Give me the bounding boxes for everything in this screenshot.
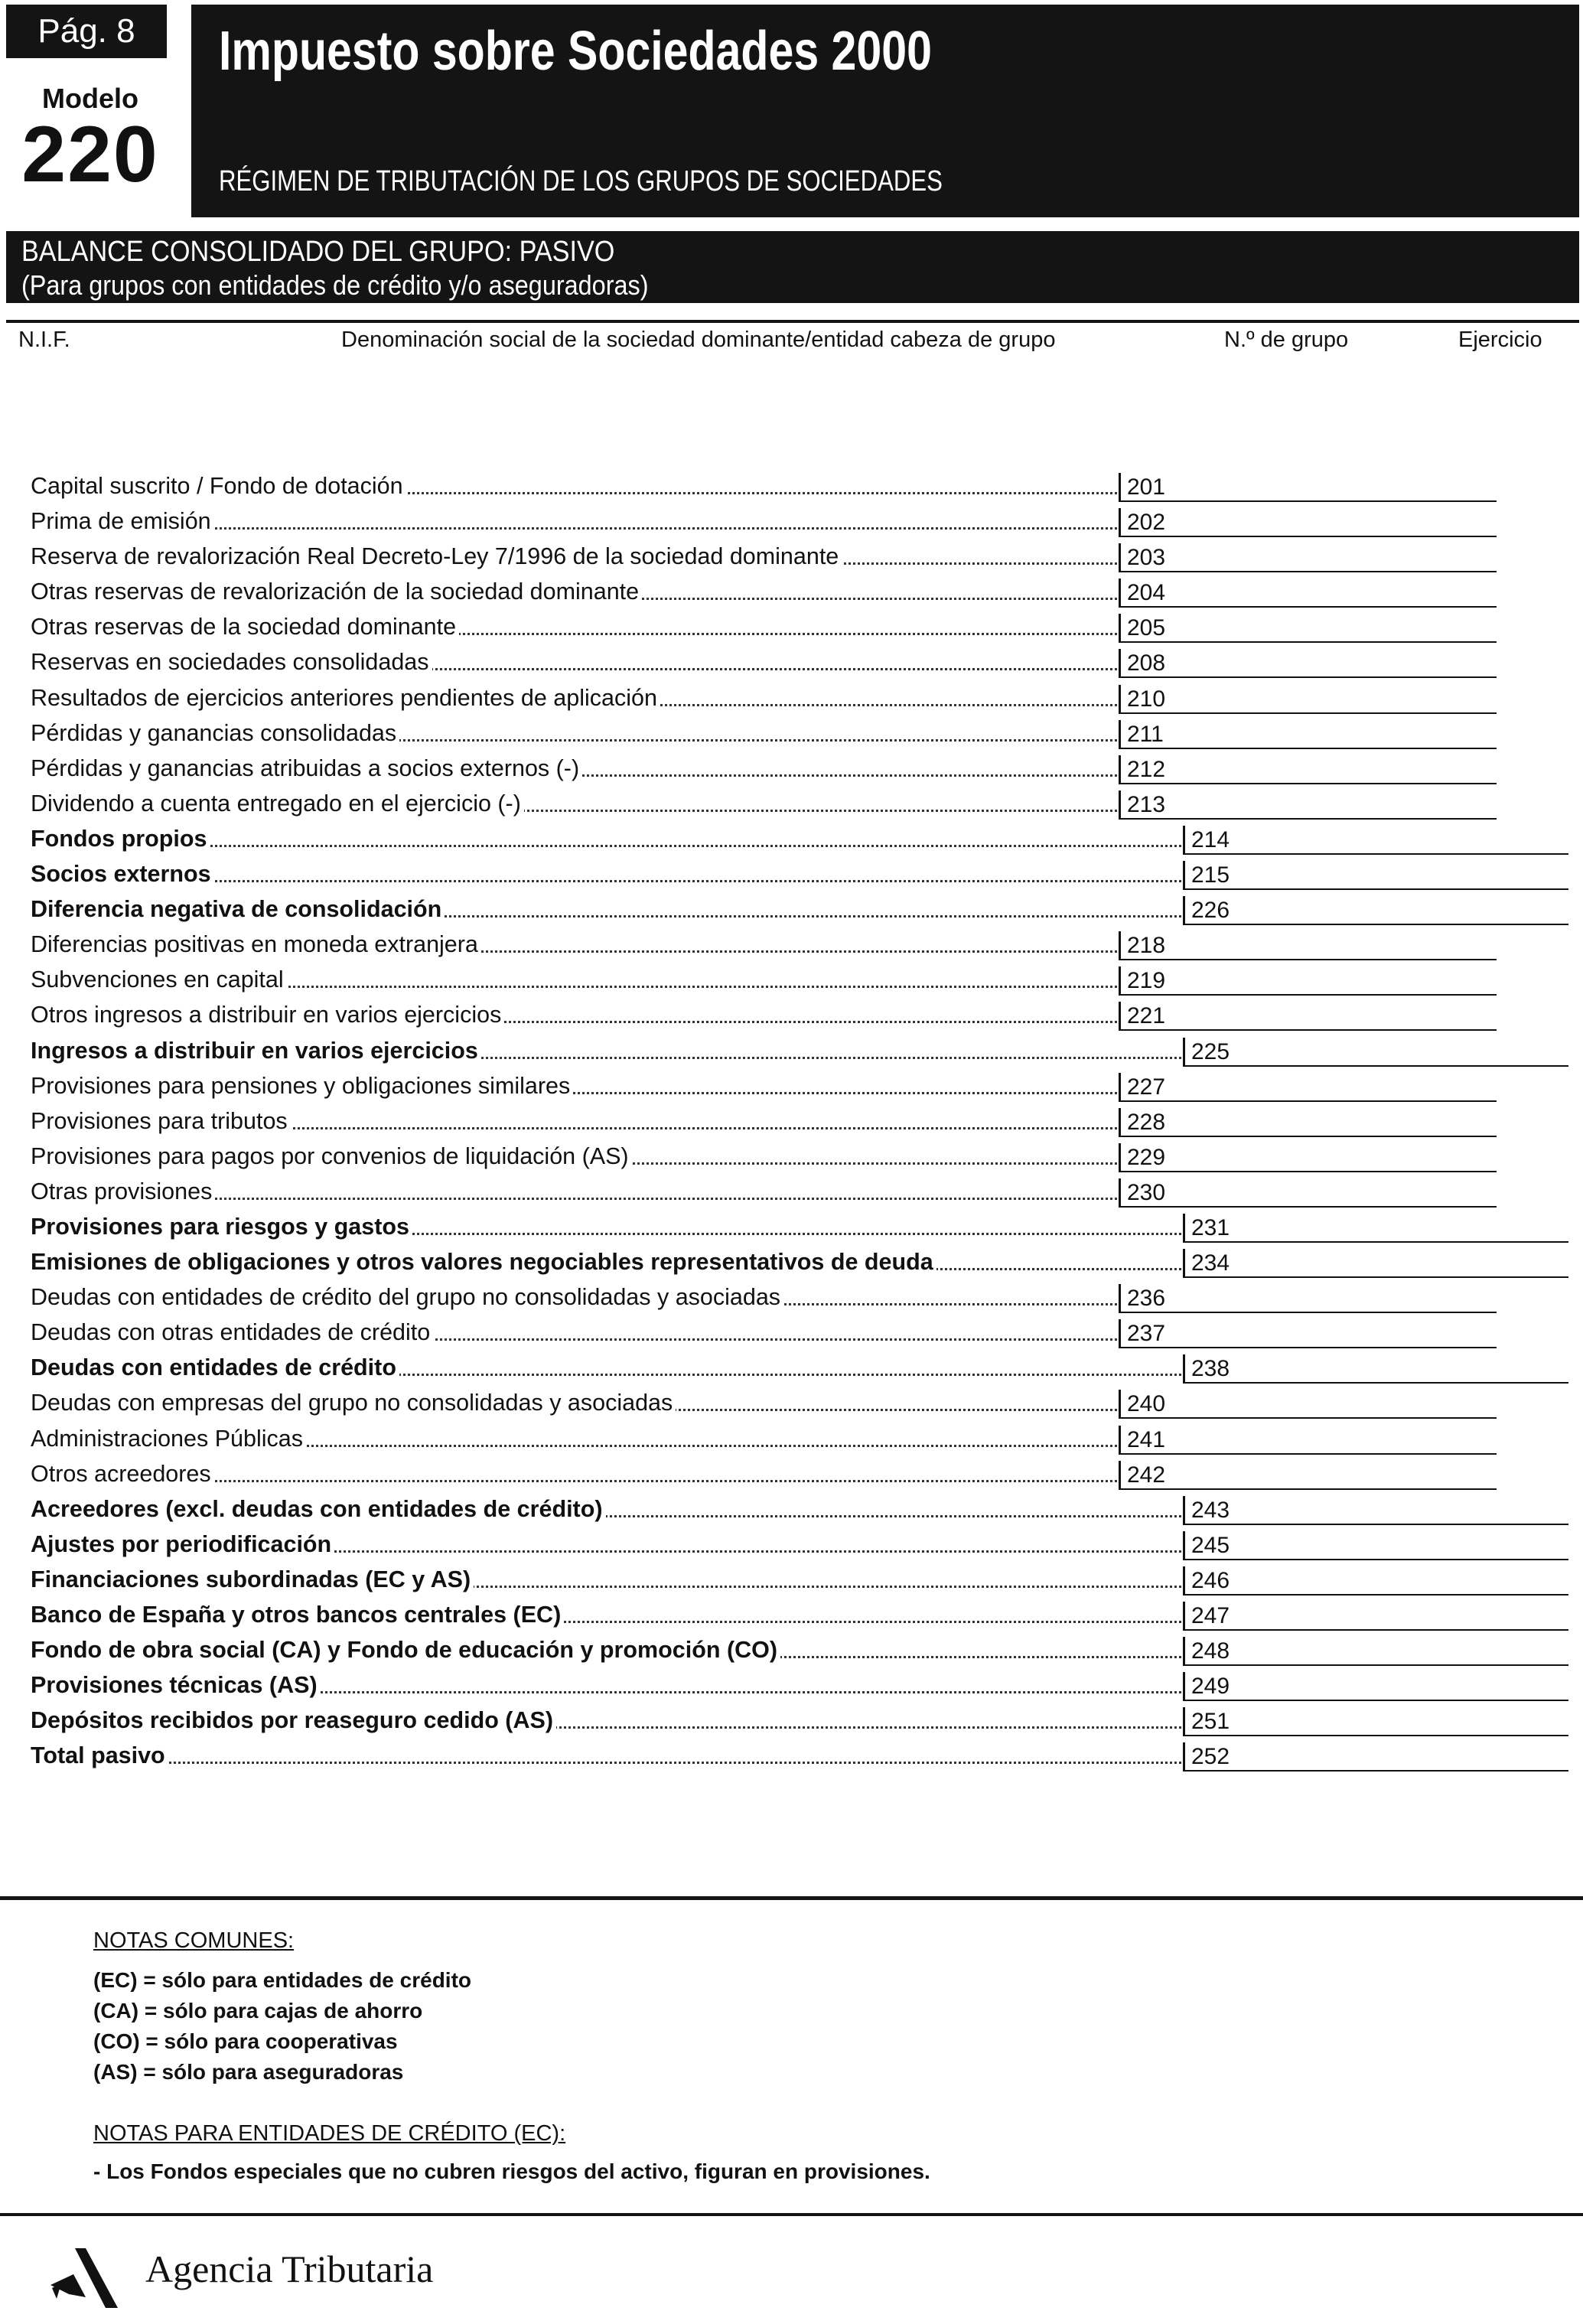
amount-field[interactable] xyxy=(1119,962,1497,997)
balance-row xyxy=(31,1421,1568,1456)
row-label: Reservas en sociedades consolidadas xyxy=(31,649,432,675)
amount-field[interactable] xyxy=(1119,751,1497,786)
notes-top-rule xyxy=(0,1896,1583,1900)
row-label-area xyxy=(31,609,1117,644)
box-code: 214 xyxy=(1183,826,1230,853)
balance-row xyxy=(31,751,1568,786)
balance-row xyxy=(31,1209,1568,1244)
box-code: 248 xyxy=(1183,1637,1230,1664)
amount-field[interactable] xyxy=(1183,856,1568,891)
field-underline xyxy=(1183,1559,1568,1560)
row-label-area xyxy=(31,856,1181,891)
amount-field[interactable] xyxy=(1119,1279,1497,1315)
row-label: Total pasivo xyxy=(31,1742,168,1768)
row-label: Emisiones de obligaciones y otros valores negociables representativos de deuda xyxy=(31,1249,936,1275)
modelo-number: 220 xyxy=(21,110,159,199)
agency-name: Agencia Tributaria xyxy=(145,2247,434,2290)
box-code: 226 xyxy=(1183,896,1230,924)
row-label-area xyxy=(31,1174,1117,1209)
box-code: 229 xyxy=(1119,1143,1165,1171)
row-label-area xyxy=(31,1527,1181,1562)
box-code: 212 xyxy=(1119,755,1165,783)
row-label: Subvenciones en capital xyxy=(31,966,287,993)
box-code: 221 xyxy=(1119,1002,1165,1029)
row-label: Otras provisiones xyxy=(31,1178,215,1204)
row-label-area xyxy=(31,891,1181,927)
amount-field[interactable] xyxy=(1183,1209,1568,1244)
balance-row xyxy=(31,715,1568,751)
form-subtitle: RÉGIMEN DE TRIBUTACIÓN DE LOS GRUPOS DE SOCIEDADES xyxy=(219,165,943,197)
amount-field[interactable] xyxy=(1119,680,1497,715)
balance-row xyxy=(31,539,1568,574)
box-code: 238 xyxy=(1183,1354,1230,1382)
balance-row xyxy=(31,1103,1568,1139)
amount-field[interactable] xyxy=(1183,1562,1568,1597)
form-title: Impuesto sobre Sociedades 2000 xyxy=(219,21,932,82)
row-label: Administraciones Públicas xyxy=(31,1426,306,1452)
dot-leader xyxy=(31,1762,1181,1764)
amount-field[interactable] xyxy=(1183,821,1568,856)
ejercicio-label: Ejercicio xyxy=(1458,328,1542,352)
balance-row xyxy=(31,1562,1568,1597)
box-code: 243 xyxy=(1183,1496,1230,1524)
row-label: Socios externos xyxy=(31,861,214,887)
balance-row xyxy=(31,856,1568,891)
row-label: Fondos propios xyxy=(31,826,210,852)
balance-row xyxy=(31,1315,1568,1350)
box-code: 230 xyxy=(1119,1178,1165,1206)
row-label-area xyxy=(31,539,1117,574)
field-underline xyxy=(1119,994,1497,996)
box-code: 215 xyxy=(1183,861,1230,888)
row-label-area xyxy=(31,1244,1181,1279)
row-label-area xyxy=(31,1456,1117,1491)
field-underline xyxy=(1183,1524,1568,1525)
row-label-area xyxy=(31,1597,1181,1632)
amount-field[interactable] xyxy=(1183,1033,1568,1068)
row-label: Otras reservas de revalorización de la sociedad dominante xyxy=(31,579,642,605)
amount-field[interactable] xyxy=(1119,1421,1497,1456)
row-label: Resultados de ejercicios anteriores pendientes de aplicación xyxy=(31,685,660,711)
box-code: 201 xyxy=(1119,473,1165,500)
box-code: 236 xyxy=(1119,1284,1165,1312)
balance-row xyxy=(31,1174,1568,1209)
row-label-area xyxy=(31,1385,1117,1420)
modelo-label: Modelo xyxy=(42,83,138,114)
row-label-area xyxy=(31,715,1117,751)
balance-row xyxy=(31,1244,1568,1279)
common-note-ca: (CA) = sólo para cajas de ahorro xyxy=(93,1999,423,2022)
box-code: 245 xyxy=(1183,1531,1230,1559)
grupo-label: N.º de grupo xyxy=(1224,328,1349,352)
row-label: Provisiones para pagos por convenios de liquidación (AS) xyxy=(31,1143,632,1169)
amount-field[interactable] xyxy=(1119,1103,1497,1139)
field-underline xyxy=(1183,888,1568,890)
box-code: 228 xyxy=(1119,1108,1165,1136)
amount-field[interactable] xyxy=(1119,539,1497,574)
common-note-as: (AS) = sólo para aseguradoras xyxy=(93,2060,404,2084)
box-code: 210 xyxy=(1119,685,1165,712)
field-underline xyxy=(1183,1241,1568,1243)
balance-row xyxy=(31,927,1568,962)
row-label: Deudas con entidades de crédito del grupo no consolidadas y asociadas xyxy=(31,1284,783,1310)
row-label: Fondo de obra social (CA) y Fondo de educación y promoción (CO) xyxy=(31,1637,780,1663)
balance-row xyxy=(31,1527,1568,1562)
amount-field[interactable] xyxy=(1119,1174,1497,1209)
field-underline xyxy=(1119,1417,1497,1419)
row-label-area xyxy=(31,504,1117,539)
amount-field[interactable] xyxy=(1119,1456,1497,1491)
balance-row xyxy=(31,468,1568,504)
row-label-area xyxy=(31,1068,1117,1103)
row-label-area xyxy=(31,1632,1181,1667)
amount-field[interactable] xyxy=(1119,609,1497,644)
box-code: 241 xyxy=(1119,1426,1165,1453)
box-code: 247 xyxy=(1183,1602,1230,1629)
box-code: 231 xyxy=(1183,1214,1230,1241)
row-label-area xyxy=(31,751,1117,786)
box-code: 242 xyxy=(1119,1461,1165,1488)
row-label-area xyxy=(31,574,1117,609)
field-underline xyxy=(1183,1735,1568,1736)
box-code: 211 xyxy=(1119,720,1164,748)
amount-field[interactable] xyxy=(1119,1139,1497,1174)
row-label: Otros ingresos a distribuir en varios ejercicios xyxy=(31,1002,504,1028)
row-label: Banco de España y otros bancos centrales (EC) xyxy=(31,1602,564,1628)
balance-row xyxy=(31,644,1568,680)
box-code: 251 xyxy=(1183,1707,1230,1735)
box-code: 218 xyxy=(1119,931,1165,959)
page-number: Pág. 8 xyxy=(6,5,167,58)
box-code: 252 xyxy=(1183,1742,1230,1770)
balance-row xyxy=(31,786,1568,821)
amount-field[interactable] xyxy=(1119,997,1497,1032)
row-label: Deudas con empresas del grupo no consolidadas y asociadas xyxy=(31,1390,676,1416)
field-underline xyxy=(1119,1029,1497,1031)
balance-row xyxy=(31,891,1568,927)
field-underline xyxy=(1119,1347,1497,1348)
field-underline xyxy=(1119,606,1497,608)
balance-row xyxy=(31,1667,1568,1703)
balance-rows xyxy=(31,468,1568,1773)
denominacion-label: Denominación social de la sociedad dominante/entidad cabeza de grupo xyxy=(341,328,1056,352)
row-label: Provisiones técnicas (AS) xyxy=(31,1672,321,1698)
field-underline xyxy=(1183,1664,1568,1666)
row-label: Pérdidas y ganancias consolidadas xyxy=(31,720,399,746)
row-label: Prima de emisión xyxy=(31,508,214,534)
balance-row xyxy=(31,1279,1568,1315)
box-code: 213 xyxy=(1119,790,1165,818)
ec-notes-title: NOTAS PARA ENTIDADES DE CRÉDITO (EC): xyxy=(93,2121,566,2146)
amount-field[interactable] xyxy=(1119,468,1497,504)
row-label: Provisiones para riesgos y gastos xyxy=(31,1214,412,1240)
box-code: 234 xyxy=(1183,1249,1230,1276)
field-underline xyxy=(1119,1136,1497,1137)
amount-field[interactable] xyxy=(1183,1597,1568,1632)
box-code: 202 xyxy=(1119,508,1165,536)
row-label-area xyxy=(31,680,1117,715)
box-code: 205 xyxy=(1119,614,1165,641)
balance-row xyxy=(31,574,1568,609)
amount-field[interactable] xyxy=(1183,891,1568,927)
balance-row xyxy=(31,609,1568,644)
balance-row xyxy=(31,1139,1568,1174)
row-label: Diferencia negativa de consolidación xyxy=(31,896,445,922)
balance-row xyxy=(31,1350,1568,1385)
nif-label: N.I.F. xyxy=(18,328,70,352)
balance-row xyxy=(31,1491,1568,1527)
field-underline xyxy=(1119,1453,1497,1455)
amount-field[interactable] xyxy=(1183,1350,1568,1385)
row-label-area xyxy=(31,1103,1117,1139)
amount-field[interactable] xyxy=(1119,1068,1497,1103)
field-underline xyxy=(1119,818,1497,820)
amount-field[interactable] xyxy=(1183,1738,1568,1773)
field-underline xyxy=(1183,924,1568,925)
field-underline xyxy=(1183,1276,1568,1278)
field-underline xyxy=(1183,853,1568,855)
balance-row xyxy=(31,1068,1568,1103)
field-underline xyxy=(1119,676,1497,678)
row-label: Deudas con otras entidades de crédito xyxy=(31,1319,433,1345)
box-code: 204 xyxy=(1119,579,1165,606)
field-underline xyxy=(1119,1171,1497,1172)
row-label: Dividendo a cuenta entregado en el ejercicio (-) xyxy=(31,790,524,816)
amount-field[interactable] xyxy=(1119,574,1497,609)
field-underline xyxy=(1119,959,1497,960)
row-label-area xyxy=(31,1139,1117,1174)
row-label-area xyxy=(31,1491,1181,1527)
row-label-area xyxy=(31,962,1117,997)
row-label: Deudas con entidades de crédito xyxy=(31,1354,399,1380)
balance-row xyxy=(31,680,1568,715)
field-underline xyxy=(1183,1700,1568,1701)
amount-field[interactable] xyxy=(1183,1703,1568,1738)
field-underline xyxy=(1183,1065,1568,1067)
box-code: 249 xyxy=(1183,1672,1230,1700)
field-underline xyxy=(1183,1770,1568,1772)
row-label-area xyxy=(31,1421,1117,1456)
box-code: 208 xyxy=(1119,649,1165,676)
amount-field[interactable] xyxy=(1119,927,1497,962)
title-banner xyxy=(191,5,1579,217)
box-code: 227 xyxy=(1119,1073,1165,1100)
box-code: 219 xyxy=(1119,966,1165,994)
field-underline xyxy=(1119,1312,1497,1313)
row-label: Otros acreedores xyxy=(31,1461,214,1487)
common-notes-title: NOTAS COMUNES: xyxy=(93,1928,295,1953)
balance-row xyxy=(31,1703,1568,1738)
amount-field[interactable] xyxy=(1119,644,1497,680)
common-note-ec: (EC) = sólo para entidades de crédito xyxy=(93,1968,472,1992)
balance-row xyxy=(31,1597,1568,1632)
field-underline xyxy=(1119,1206,1497,1208)
row-label-area xyxy=(31,1279,1117,1315)
box-code: 203 xyxy=(1119,543,1165,571)
row-label-area xyxy=(31,468,1117,504)
section-subtitle: (Para grupos con entidades de crédito y/o aseguradoras) xyxy=(21,269,649,301)
row-label-area xyxy=(31,1562,1181,1597)
field-underline xyxy=(1119,748,1497,749)
notes-bottom-rule xyxy=(0,2213,1583,2216)
row-label-area xyxy=(31,1667,1181,1703)
field-underline xyxy=(1119,712,1497,714)
field-underline xyxy=(1183,1594,1568,1596)
row-label: Pérdidas y ganancias atribuidas a socios externos (-) xyxy=(31,755,582,781)
row-label: Reserva de revalorización Real Decreto-Ley 7/1996 de la sociedad dominante xyxy=(31,543,842,569)
balance-row xyxy=(31,1738,1568,1773)
identification-rule xyxy=(6,320,1579,323)
amount-field[interactable] xyxy=(1119,1315,1497,1350)
row-label-area xyxy=(31,1703,1181,1738)
amount-field[interactable] xyxy=(1119,504,1497,539)
row-label-area xyxy=(31,786,1117,821)
row-label: Otras reservas de la sociedad dominante xyxy=(31,614,459,640)
amount-field[interactable] xyxy=(1119,1385,1497,1420)
row-label-area xyxy=(31,1738,1181,1773)
section-title: BALANCE CONSOLIDADO DEL GRUPO: PASIVO xyxy=(21,236,615,268)
row-label-area xyxy=(31,1350,1181,1385)
row-label-area xyxy=(31,1315,1117,1350)
amount-field[interactable] xyxy=(1183,1527,1568,1562)
balance-row xyxy=(31,997,1568,1032)
field-underline xyxy=(1119,1488,1497,1490)
box-code: 225 xyxy=(1183,1038,1230,1065)
row-label: Ajustes por periodificación xyxy=(31,1531,334,1557)
common-note-co: (CO) = sólo para cooperativas xyxy=(93,2029,398,2053)
balance-row xyxy=(31,504,1568,539)
field-underline xyxy=(1119,1100,1497,1102)
row-label-area xyxy=(31,821,1181,856)
section-banner xyxy=(6,231,1579,303)
box-code: 237 xyxy=(1119,1319,1165,1347)
amount-field[interactable] xyxy=(1119,786,1497,821)
amount-field[interactable] xyxy=(1119,715,1497,751)
row-label: Diferencias positivas en moneda extranjera xyxy=(31,931,481,957)
row-label-area xyxy=(31,997,1117,1032)
row-label: Acreedores (excl. deudas con entidades de crédito) xyxy=(31,1496,606,1522)
row-label-area xyxy=(31,927,1117,962)
row-label-area xyxy=(31,644,1117,680)
row-label: Capital suscrito / Fondo de dotación xyxy=(31,473,406,499)
row-label: Provisiones para pensiones y obligaciones similares xyxy=(31,1073,573,1099)
balance-row xyxy=(31,1632,1568,1667)
row-label: Ingresos a distribuir en varios ejercicios xyxy=(31,1038,481,1064)
balance-row xyxy=(31,962,1568,997)
row-label: Depósitos recibidos por reaseguro cedido (AS) xyxy=(31,1707,556,1733)
row-label: Financiaciones subordinadas (EC y AS) xyxy=(31,1566,474,1592)
ec-note-text: - Los Fondos especiales que no cubren riesgos del activo, figuran en provisiones. xyxy=(93,2159,930,2183)
field-underline xyxy=(1119,783,1497,784)
box-code: 240 xyxy=(1119,1390,1165,1417)
agencia-tributaria-logo-icon xyxy=(46,2238,122,2314)
balance-row xyxy=(31,1033,1568,1068)
balance-row xyxy=(31,1456,1568,1491)
amount-field[interactable] xyxy=(1183,1632,1568,1667)
balance-row xyxy=(31,821,1568,856)
field-underline xyxy=(1119,536,1497,537)
field-underline xyxy=(1183,1382,1568,1384)
box-code: 246 xyxy=(1183,1566,1230,1594)
row-label: Provisiones para tributos xyxy=(31,1108,291,1134)
amount-field[interactable] xyxy=(1183,1491,1568,1527)
field-underline xyxy=(1119,641,1497,643)
balance-row xyxy=(31,1385,1568,1420)
row-label-area xyxy=(31,1033,1181,1068)
field-underline xyxy=(1119,571,1497,572)
field-underline xyxy=(1119,500,1497,502)
amount-field[interactable] xyxy=(1183,1244,1568,1279)
amount-field[interactable] xyxy=(1183,1667,1568,1703)
field-underline xyxy=(1183,1629,1568,1631)
row-label-area xyxy=(31,1209,1181,1244)
